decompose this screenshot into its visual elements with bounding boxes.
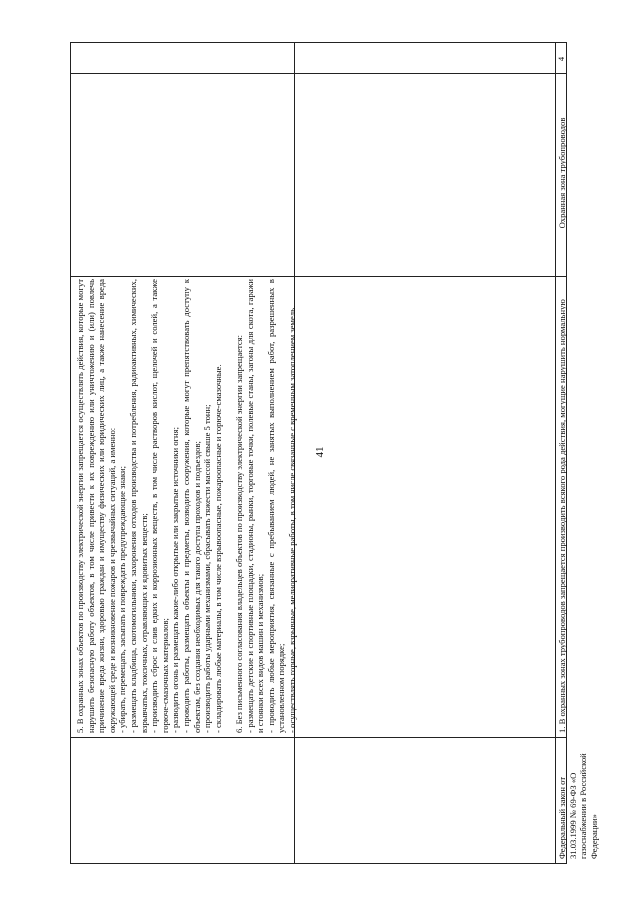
law-reference-cell: Федеральный закон от 31.03.1999 № 69-ФЗ «О газоснабжении в Российской Федерации» bbox=[557, 753, 599, 859]
restriction-paragraph: 6. Без письменного согласования владельцев объектов по производству электрической энергии запрещается: bbox=[233, 334, 244, 733]
row-number: 4 bbox=[556, 56, 566, 62]
restriction-paragraph: - размещать детские и спортивные площадки, стадионы, рынки, торговые точки, полевые станы, загоны для скота, гаражи и стоянки всех видов машин и механизмов; bbox=[244, 279, 266, 733]
restriction-paragraph: 1. В охранных зонах трубопроводов запрещается производить всякого рода действия, могущие нарушить нормальную bbox=[557, 299, 567, 733]
column-separator-zone bbox=[71, 276, 566, 277]
column-separator-number bbox=[71, 73, 566, 74]
restriction-paragraph: - проводить работы, размещать объекты и предметы, возводить сооружения, которые могут препятствовать доступу к объектам, без создания необходимых для такого доступа проходов и подъездов; bbox=[180, 279, 202, 733]
restriction-paragraph: - размещать кладбища, скотомогильники, захоронения отходов производства и потребления, радиоактивных, химических, взрывчатых, токсичных, отравляющих и ядовитых веществ; bbox=[127, 279, 149, 733]
restriction-paragraph: - производить сброс и слив едких и коррозионных веществ, в том числе растворов кислот, щелочей и солей, а также горюче-смазочных материалов; bbox=[149, 279, 170, 733]
page-number: 41 bbox=[314, 446, 326, 458]
zone-name-cell: Охранная зона трубопроводов bbox=[557, 117, 567, 229]
row-separator bbox=[555, 43, 556, 863]
zone-restrictions-table bbox=[70, 42, 599, 864]
restriction-paragraph: - производить работы ударными механизмами, сбрасывать тяжести массой свыше 5 тонн; bbox=[202, 404, 213, 733]
restriction-paragraph: - проводить любые мероприятия, связанные с пребыванием людей, не занятых выполнением работ, разрешенных в установленном порядке; bbox=[265, 279, 287, 733]
restrictions-cell bbox=[557, 279, 568, 733]
restriction-paragraph: 5. В охранных зонах объектов по производству электрической энергии запрещается осуществлять действия, которые могут нарушить безопасную работу объектов, в том числе привести к их повреждению или уничтожению и (или) повлечь причинение вреда жизни, здоровью граждан и имуществу физических или юридических лиц, а также нанесение вреда окружающей среде и возникновение пожаров и чрезвычайных ситуаций, а именно: bbox=[75, 279, 117, 733]
restriction-paragraph: - убирать, перемещать, засыпать и повреждать предупреждающие знаки; bbox=[117, 465, 128, 733]
restriction-paragraph: - разводить огонь и размещать какие-либо открытые или закрытые источники огня; bbox=[170, 427, 181, 733]
restrictions-cell bbox=[75, 279, 297, 733]
column-separator-restrictions bbox=[71, 737, 566, 738]
restriction-paragraph: - складировать любые материалы, в том числе взрывоопасные, пожароопасные и горюче-смазочные. bbox=[212, 364, 223, 733]
restriction-paragraph: - осуществлять горные, взрывные, мелиоративные работы, в том числе связанные с временным затоплением земель. bbox=[286, 305, 297, 733]
